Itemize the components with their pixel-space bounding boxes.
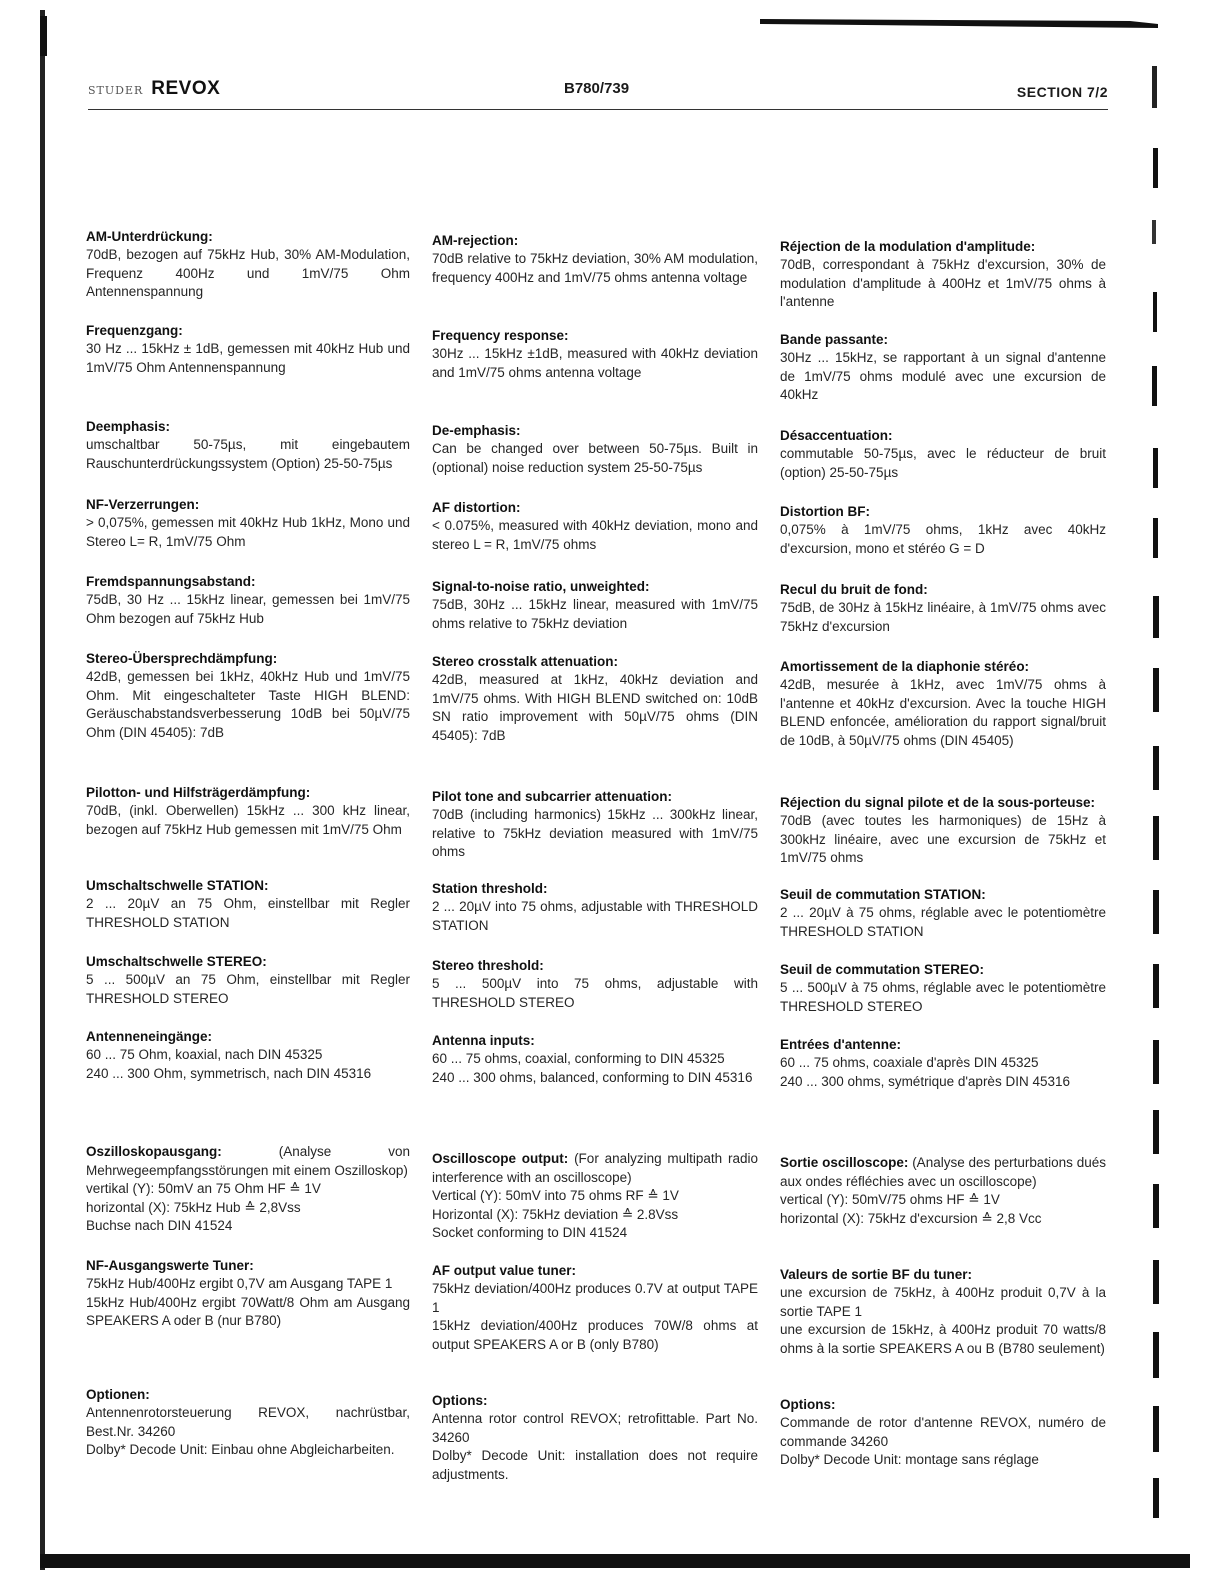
spec-value: 15kHz deviation/400Hz produces 70W/8 ohms at output SPEAKERS A or B (only B780) <box>432 1318 758 1352</box>
spec-value: Vertical (Y): 50mV into 75 ohms RF ≙ 1V <box>432 1188 679 1203</box>
page-header <box>88 78 1108 112</box>
spec-title: AM-rejection: <box>432 233 519 248</box>
spec-title: Valeurs de sortie BF du tuner: <box>780 1267 973 1282</box>
spec-entry <box>780 1154 1106 1228</box>
spec-intro <box>780 1154 1106 1191</box>
spec-entry <box>780 331 1106 405</box>
spec-title: Oszilloskopausgang: <box>86 1144 222 1159</box>
spec-entry <box>780 794 1106 868</box>
section-label: SECTION 7/2 <box>1016 84 1108 100</box>
spec-value: commutable 50-75µs, avec le réducteur de bruit (option) 25-50-75µs <box>780 446 1106 480</box>
spec-value: 5 ... 500µV an 75 Ohm, einstellbar mit Regler THRESHOLD STEREO <box>86 972 410 1006</box>
spec-value: une excursion de 15kHz, à 400Hz produit 70 watts/8 ohms à la sortie SPEAKERS A ou B (B780 seulement) <box>780 1322 1106 1356</box>
spec-entry <box>86 877 410 932</box>
spec-value: 75dB, 30 Hz ... 15kHz linear, gemessen bei 1mV/75 Ohm bezogen auf 75kHz Hub <box>86 592 410 626</box>
spec-value: 0,075% à 1mV/75 ohms, 1kHz avec 40kHz d'excursion, mono et stéréo G = D <box>780 522 1106 556</box>
header-divider <box>88 109 1108 110</box>
spec-entry <box>432 1032 758 1087</box>
spec-value: 5 ... 500µV à 75 ohms, réglable avec le potentiomètre THRESHOLD STEREO <box>780 980 1106 1014</box>
spec-value: 5 ... 500µV into 75 ohms, adjustable with THRESHOLD STEREO <box>432 976 758 1010</box>
spec-entry <box>432 578 758 633</box>
spec-entry <box>780 1266 1106 1358</box>
spec-value: 30 Hz ... 15kHz ± 1dB, gemessen mit 40kHz Hub und 1mV/75 Ohm Antennenspannung <box>86 341 410 375</box>
spec-title: Optionen: <box>86 1387 150 1402</box>
spec-entry <box>86 1028 410 1083</box>
revox-wordmark: REVOX <box>151 78 221 99</box>
spec-entry <box>86 1386 410 1460</box>
spec-value: 42dB, gemessen bei 1kHz, 40kHz Hub und 1mV/75 Ohm. Mit eingeschalteter Taste HIGH BLEND: Geräuschabstandsverbesserung 10dB bei 50µV/75 Ohm (DIN 45405): 7dB <box>86 669 410 740</box>
spec-value: 15kHz Hub/400Hz ergibt 70Watt/8 Ohm am Ausgang SPEAKERS A oder B (nur B780) <box>86 1294 410 1328</box>
spec-entry <box>86 1257 410 1331</box>
spec-entry <box>432 957 758 1012</box>
spec-entry <box>780 1036 1106 1091</box>
spec-entry <box>780 503 1106 558</box>
spec-value: 70dB (avec toutes les harmoniques) de 15Hz à 300kHz linéaire, avec une excursion de 75kHz et 1mV/75 ohms <box>780 813 1106 865</box>
spec-entry <box>432 1150 758 1243</box>
spec-title: Désaccentuation: <box>780 428 893 443</box>
spec-entry <box>432 422 758 477</box>
spec-title: NF-Verzerrungen: <box>86 497 200 512</box>
spec-intro-text: (Analyse von Mehrwegeempfangsstörungen mit einem Oszilloskop) <box>86 1144 410 1178</box>
brand-logo <box>88 78 220 100</box>
spec-title: Fremdspannungsabstand: <box>86 574 256 589</box>
spec-title: AF output value tuner: <box>432 1263 576 1278</box>
spec-value: umschaltbar 50-75µs, mit eingebautem Rauschunterdrückungssystem (Option) 25-50-75µs <box>86 437 410 471</box>
spec-value: 70dB (including harmonics) 15kHz ... 300kHz linear, relative to 75kHz deviation measured with 1mV/75 ohms <box>432 807 758 859</box>
spec-value: 2 ... 20µV into 75 ohms, adjustable with THRESHOLD STATION <box>432 899 758 933</box>
spec-value: 30Hz ... 15kHz ±1dB, measured with 40kHz deviation and 1mV/75 ohms antenna voltage <box>432 346 758 380</box>
spec-value: 240 ... 300 Ohm, symmetrisch, nach DIN 45316 <box>86 1065 372 1081</box>
spec-title: Station threshold: <box>432 881 548 896</box>
spec-entry <box>432 1262 758 1354</box>
spec-entry <box>780 427 1106 482</box>
spec-value: 2 ... 20µV an 75 Ohm, einstellbar mit Regler THRESHOLD STATION <box>86 896 410 930</box>
spec-title: Options: <box>432 1393 488 1408</box>
spec-value: vertikal (Y): 50mV an 75 Ohm HF ≙ 1V <box>86 1181 321 1196</box>
spec-entry <box>86 228 410 302</box>
spec-title: Réjection du signal pilote et de la sous-porteuse: <box>780 795 1096 810</box>
studer-wordmark: STUDER <box>88 84 144 97</box>
spec-entry <box>86 650 410 742</box>
spec-title: Antenna inputs: <box>432 1033 535 1048</box>
spec-title: Pilotton- und Hilfsträgerdämpfung: <box>86 785 311 800</box>
spec-title: Antenneneingänge: <box>86 1029 213 1044</box>
spec-entry <box>780 1396 1106 1470</box>
spec-entry <box>86 784 410 839</box>
spec-title: Seuil de commutation STATION: <box>780 887 986 902</box>
spec-intro <box>432 1150 758 1187</box>
binding-marks <box>1150 60 1170 1520</box>
spec-title: Stereo threshold: <box>432 958 544 973</box>
spec-title: Options: <box>780 1397 836 1412</box>
spec-intro-text: (Analyse des perturbations dués aux ondes réfléchies avec un oscilloscope) <box>780 1155 1106 1189</box>
spec-entry <box>432 880 758 935</box>
spec-title: NF-Ausgangswerte Tuner: <box>86 1258 254 1273</box>
spec-title: Seuil de commutation STEREO: <box>780 962 985 977</box>
spec-value: Antenna rotor control REVOX; retrofittable. Part No. 34260 <box>432 1411 758 1445</box>
spec-title: Recul du bruit de fond: <box>780 582 928 597</box>
spec-value: vertical (Y): 50mV/75 ohms HF ≙ 1V <box>780 1192 1000 1207</box>
spec-value: Dolby* Decode Unit: montage sans réglage <box>780 1452 1039 1467</box>
spec-entry <box>432 499 758 554</box>
scan-edge-left-mark <box>40 16 47 56</box>
spec-entry <box>432 1392 758 1484</box>
scan-edge-top <box>760 10 1160 28</box>
spec-value: 240 ... 300 ohms, symétrique d'après DIN 45316 <box>780 1073 1070 1089</box>
spec-value: 30Hz ... 15kHz, se rapportant à un signal d'antenne de 1mV/75 ohms modulé avec une excursion de 40kHz <box>780 350 1106 402</box>
spec-title: Entrées d'antenne: <box>780 1037 901 1052</box>
spec-value: Can be changed over between 50-75µs. Built in (optional) noise reduction system 25-50-75µs <box>432 441 758 475</box>
spec-entry <box>780 238 1106 312</box>
spec-value: 75dB, 30Hz ... 15kHz linear, measured with 1mV/75 ohms relative to 75kHz deviation <box>432 597 758 631</box>
spec-value: 60 ... 75 ohms, coaxial, conforming to DIN 45325 <box>432 1051 725 1066</box>
spec-value: 75kHz Hub/400Hz ergibt 0,7V am Ausgang TAPE 1 <box>86 1276 393 1291</box>
spec-entry <box>86 953 410 1008</box>
spec-intro <box>86 1143 410 1180</box>
spec-value: > 0,075%, gemessen mit 40kHz Hub 1kHz, Mono und Stereo L= R, 1mV/75 Ohm <box>86 515 410 549</box>
spec-value: Dolby* Decode Unit: Einbau ohne Abgleicharbeiten. <box>86 1442 395 1457</box>
spec-title: Frequenzgang: <box>86 323 183 338</box>
spec-entry <box>432 232 758 287</box>
spec-value: 42dB, measured at 1kHz, 40kHz deviation and 1mV/75 ohms. With HIGH BLEND switched on: 10dB SN ratio improvement with 50µV/75 ohms (DIN 45405): 7dB <box>432 672 758 743</box>
spec-value: 42dB, mesurée à 1kHz, avec 1mV/75 ohms à l'antenne et 40kHz d'excursion. Avec la touche HIGH BLEND enfoncée, amélioration du rapport signal/bruit de 10dB, à 50µV/75 ohms (DIN 45405) <box>780 677 1106 748</box>
spec-title: AF distortion: <box>432 500 521 515</box>
spec-entry <box>780 658 1106 750</box>
spec-value: Buchse nach DIN 41524 <box>86 1218 233 1233</box>
spec-title: Sortie oscilloscope: <box>780 1155 909 1170</box>
spec-title: AM-Unterdrückung: <box>86 229 213 244</box>
spec-value: 70dB, (inkl. Oberwellen) 15kHz ... 300 kHz linear, bezogen auf 75kHz Hub gemessen mit 1mV/75 Ohm <box>86 803 410 837</box>
spec-value: Dolby* Decode Unit: installation does not require adjustments. <box>432 1448 758 1482</box>
spec-entry <box>780 961 1106 1016</box>
spec-title: Réjection de la modulation d'amplitude: <box>780 239 1036 254</box>
spec-value: Horizontal (X): 75kHz deviation ≙ 2.8Vss <box>432 1206 679 1222</box>
document-id: B780/739 <box>564 80 630 97</box>
spec-value: Commande de rotor d'antenne REVOX, numéro de commande 34260 <box>780 1415 1106 1449</box>
spec-value: horizontal (X): 75kHz Hub ≙ 2,8Vss <box>86 1199 301 1215</box>
spec-intro-text: (For analyzing multipath radio interference with an oscilloscope) <box>432 1151 758 1185</box>
spec-value: 75dB, de 30Hz à 15kHz linéaire, à 1mV/75 ohms avec 75kHz d'excursion <box>780 600 1106 634</box>
spec-title: Umschaltschwelle STEREO: <box>86 954 267 969</box>
spec-value: 70dB, correspondant à 75kHz d'excursion, 30% de modulation d'amplitude à 400Hz et 1mV/75 ohms à l'antenne <box>780 257 1106 309</box>
spec-value: Socket conforming to DIN 41524 <box>432 1225 628 1240</box>
spec-entry <box>432 327 758 382</box>
spec-entry <box>86 418 410 473</box>
spec-value: 75kHz deviation/400Hz produces 0.7V at output TAPE 1 <box>432 1281 758 1315</box>
spec-title: Oscilloscope output: <box>432 1151 569 1166</box>
spec-title: Deemphasis: <box>86 419 171 434</box>
spec-title: Amortissement de la diaphonie stéréo: <box>780 659 1030 674</box>
spec-value: 60 ... 75 Ohm, koaxial, nach DIN 45325 <box>86 1047 323 1062</box>
spec-title: De-emphasis: <box>432 423 521 438</box>
spec-title: Bande passante: <box>780 332 889 347</box>
spec-title: Umschaltschwelle STATION: <box>86 878 269 893</box>
spec-value: 2 ... 20µV à 75 ohms, réglable avec le potentiomètre THRESHOLD STATION <box>780 905 1106 939</box>
spec-title: Stereo-Übersprechdämpfung: <box>86 651 278 666</box>
scan-edge-left <box>40 10 45 1570</box>
spec-value: 70dB, bezogen auf 75kHz Hub, 30% AM-Modulation, Frequenz 400Hz und 1mV/75 Ohm Antennenspannung <box>86 247 410 299</box>
spec-value: horizontal (X): 75kHz d'excursion ≙ 2,8 Vcc <box>780 1210 1042 1226</box>
spec-title: Stereo crosstalk attenuation: <box>432 654 619 669</box>
spec-value: une excursion de 75kHz, à 400Hz produit 0,7V à la sortie TAPE 1 <box>780 1285 1106 1319</box>
spec-entry <box>86 322 410 377</box>
spec-value: Antennenrotorsteuerung REVOX, nachrüstbar, Best.Nr. 34260 <box>86 1405 410 1439</box>
spec-title: Frequency response: <box>432 328 569 343</box>
spec-entry <box>86 573 410 628</box>
spec-value: 60 ... 75 ohms, coaxiale d'après DIN 45325 <box>780 1055 1039 1070</box>
spec-title: Pilot tone and subcarrier attenuation: <box>432 789 673 804</box>
spec-title: Signal-to-noise ratio, unweighted: <box>432 579 650 594</box>
spec-entry <box>86 496 410 551</box>
spec-entry <box>432 653 758 745</box>
spec-value: < 0.075%, measured with 40kHz deviation, mono and stereo L = R, 1mV/75 ohms <box>432 518 758 552</box>
spec-title: Distortion BF: <box>780 504 870 519</box>
spec-value: 240 ... 300 ohms, balanced, conforming to DIN 45316 <box>432 1069 753 1085</box>
scan-edge-bottom <box>40 1554 1190 1568</box>
spec-entry <box>780 581 1106 636</box>
spec-entry <box>86 1143 410 1236</box>
spec-entry <box>432 788 758 862</box>
spec-entry <box>780 886 1106 941</box>
spec-value: 70dB relative to 75kHz deviation, 30% AM modulation, frequency 400Hz and 1mV/75 ohms antenna voltage <box>432 251 758 285</box>
